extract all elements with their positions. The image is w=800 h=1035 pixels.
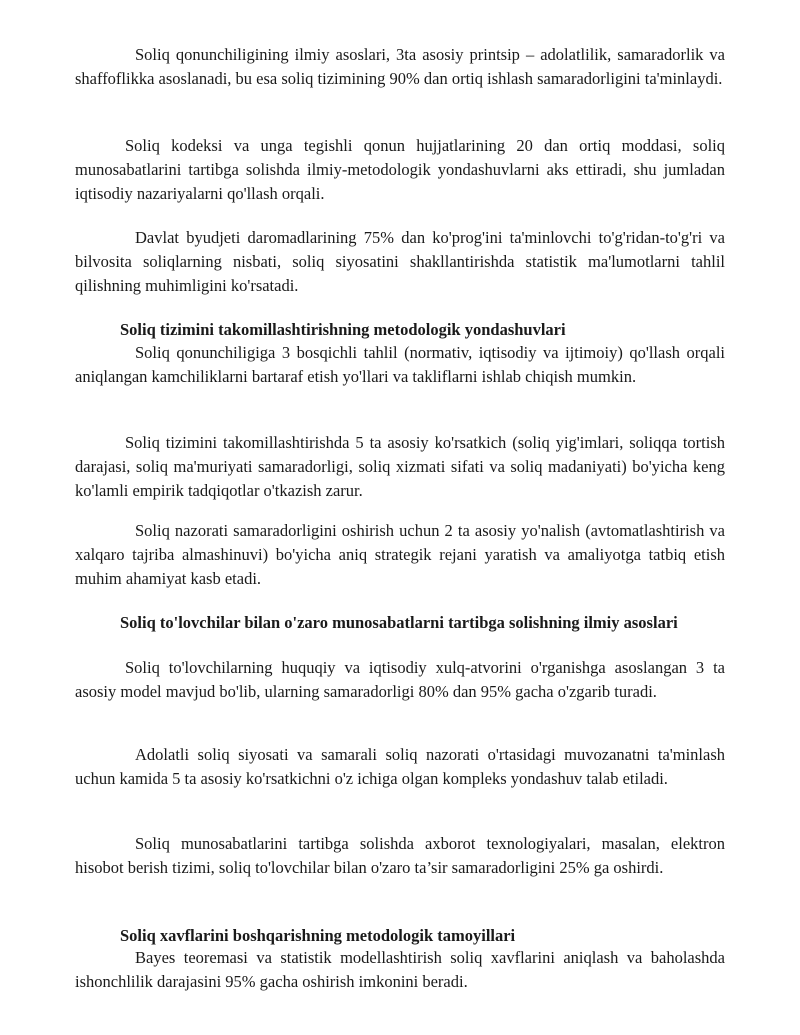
- paragraph: Bayes teoremasi va statistik modellashtirish soliq xavflarini aniqlash va baholashda ishonchlilik darajasini 95% gacha oshirish imkonini beradi.: [75, 948, 725, 991]
- paragraph: Soliq nazorati samaradorligini oshirish uchun 2 ta asosiy yo'nalish (avtomatlashtirish va xalqaro tajriba almashinuvi) bo'yicha aniq strategik rejani yaratish va amaliyotga tatbiq etish muhim ahamiyat kasb etadi.: [75, 521, 725, 588]
- section-heading: Soliq xavflarini boshqarishning metodologik tamoyillari: [120, 926, 516, 945]
- paragraph: Soliq qonunchiligiga 3 bosqichli tahlil (normativ, iqtisodiy va ijtimoiy) qo'llash orqali aniqlangan kamchiliklarni bartaraf etish yo'llari va takliflarni ishlab chiqish mumkin.: [75, 343, 725, 386]
- section-heading: Soliq to'lovchilar bilan o'zaro munosabatlarni tartibga solishning ilmiy asoslari: [120, 613, 678, 632]
- paragraph: Soliq kodeksi va unga tegishli qonun hujjatlarining 20 dan ortiq moddasi, soliq munosabatlarini tartibga solishda ilmiy-metodologik yondashuvlarni aks ettiradi, shu jumladan iqtisodiy nazariyalarni qo'llash orqali.: [75, 136, 725, 203]
- paragraph: Soliq to'lovchilarning huquqiy va iqtisodiy xulq-atvorini o'rganishga asoslangan 3 ta asosiy model mavjud bo'lib, ularning samaradorligi 80% dan 95% gacha o'zgarib turadi.: [75, 658, 725, 701]
- paragraph: Soliq tizimini takomillashtirishda 5 ta asosiy ko'rsatkich (soliq yig'imlari, soliqqa tortish darajasi, soliq ma'muriyati samaradorligi, soliq xizmati sifati va soliq madaniyati) bo'yicha keng ko'lamli empirik tadqiqotlar o'tkazish zarur.: [75, 433, 725, 500]
- paragraph: Soliq qonunchiligining ilmiy asoslari, 3ta asosiy printsip – adolatlilik, samaradorlik va shaffoflikka asoslanadi, bu esa soliq tizimining 90% dan ortiq ishlash samaradorligini ta'minlaydi.: [75, 45, 725, 88]
- paragraph: Davlat byudjeti daromadlarining 75% dan ko'prog'ini ta'minlovchi to'g'ridan-to'g'ri va bilvosita soliqlarning nisbati, soliq siyosatini shakllantirishda statistik ma'lumotlarni tahlil qilishning muhimligini ko'rsatadi.: [75, 228, 725, 295]
- paragraph: Soliq munosabatlarini tartibga solishda axborot texnologiyalari, masalan, elektron hisobot berish tizimi, soliq to'lovchilar bilan o'zaro ta’sir samaradorligini 25% ga oshirdi.: [75, 834, 725, 877]
- section-heading: Soliq tizimini takomillashtirishning metodologik yondashuvlari: [120, 320, 566, 339]
- paragraph: Adolatli soliq siyosati va samarali soliq nazorati o'rtasidagi muvozanatni ta'minlash uchun kamida 5 ta asosiy ko'rsatkichni o'z ichiga olgan kompleks yondashuv talab etiladi.: [75, 745, 725, 788]
